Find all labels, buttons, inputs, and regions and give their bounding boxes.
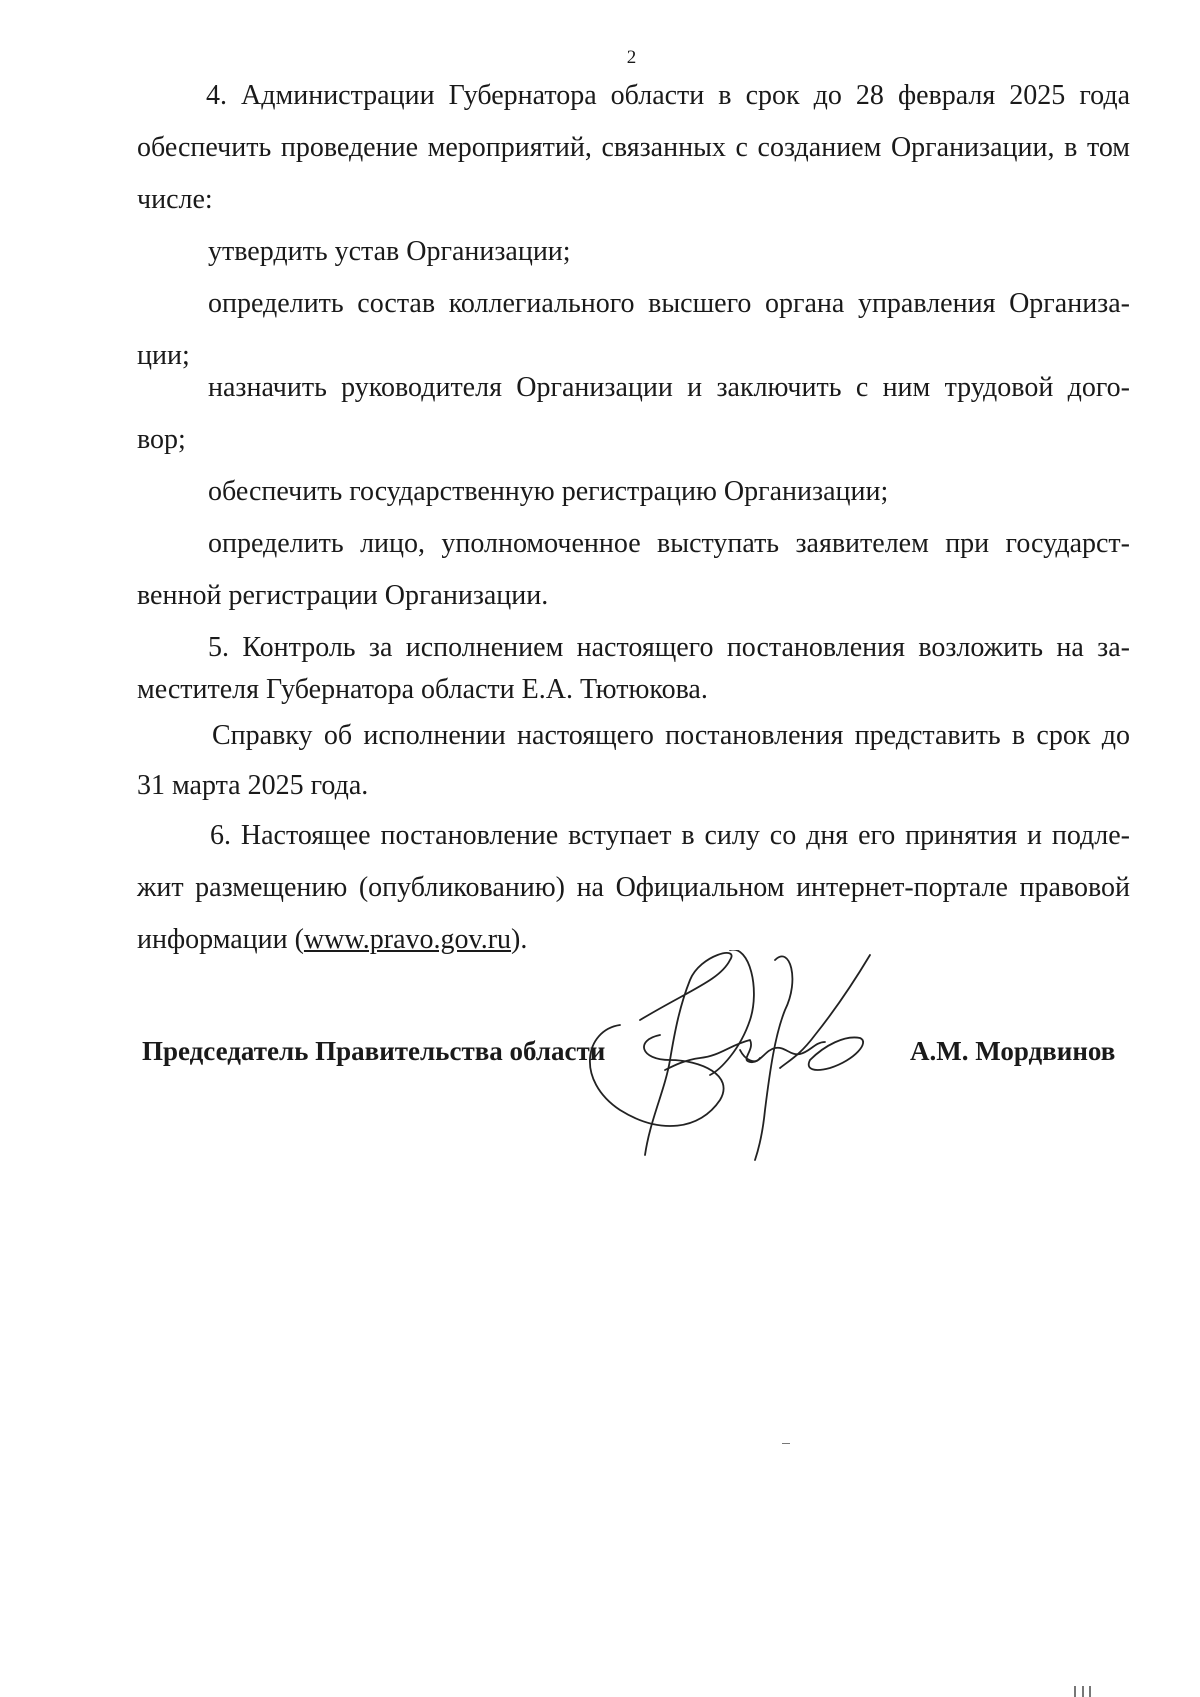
list-item-3-line-1: назначить руководителя Организации и заключить с ним трудовой дого- xyxy=(208,372,1130,403)
scan-speck xyxy=(782,1443,790,1444)
scan-speck xyxy=(1074,1686,1076,1697)
list-item-5-line-1: определить лицо, уполномоченное выступать заявителем при государст- xyxy=(208,528,1130,559)
paragraph-5-line-1: 5. Контроль за исполнением настоящего постановления возложить на за- xyxy=(208,632,1130,663)
paragraph-6-line-2: жит размещению (опубликованию) на Официальном интернет-портале правовой xyxy=(137,872,1130,903)
paragraph-6-prefix: информации ( xyxy=(137,924,304,955)
pravo-gov-link[interactable]: www.pravo.gov.ru xyxy=(303,924,512,955)
list-item-4: обеспечить государственную регистрацию Организации; xyxy=(208,476,889,507)
paragraph-4-line-1: 4. Администрации Губернатора области в срок до 28 февраля 2025 года xyxy=(206,80,1130,111)
signatory-name: А.М. Мордвинов xyxy=(910,1036,1116,1066)
paragraph-6-line-3 xyxy=(137,914,527,966)
paragraph-5b-line-2: 31 марта 2025 года. xyxy=(137,770,369,801)
list-item-2-line-1: определить состав коллегиального высшего органа управления Организа- xyxy=(208,288,1130,319)
list-item-5-line-2: венной регистрации Организации. xyxy=(137,580,549,611)
page-number: 2 xyxy=(626,47,637,68)
scan-speck xyxy=(1082,1686,1084,1697)
scan-speck xyxy=(1089,1686,1091,1697)
handwritten-signature-icon xyxy=(580,950,940,1165)
paragraph-4-line-2: обеспечить проведение мероприятий, связанных с созданием Организации, в том xyxy=(137,132,1130,163)
paragraph-5b-line-1: Справку об исполнении настоящего постановления представить в срок до xyxy=(212,720,1130,751)
signatory-position: Председатель Правительства области xyxy=(142,1036,606,1066)
list-item-3-line-2: вор; xyxy=(137,424,186,455)
paragraph-6-suffix: ). xyxy=(511,924,528,955)
list-item-2-line-2: ции; xyxy=(137,340,190,371)
paragraph-4-line-3: числе: xyxy=(137,184,213,215)
list-item-1: утвердить устав Организации; xyxy=(208,236,571,267)
paragraph-5-line-2: местителя Губернатора области Е.А. Тютюкова. xyxy=(137,674,708,705)
paragraph-6-line-1: 6. Настоящее постановление вступает в силу со дня его принятия и подле- xyxy=(210,820,1130,851)
